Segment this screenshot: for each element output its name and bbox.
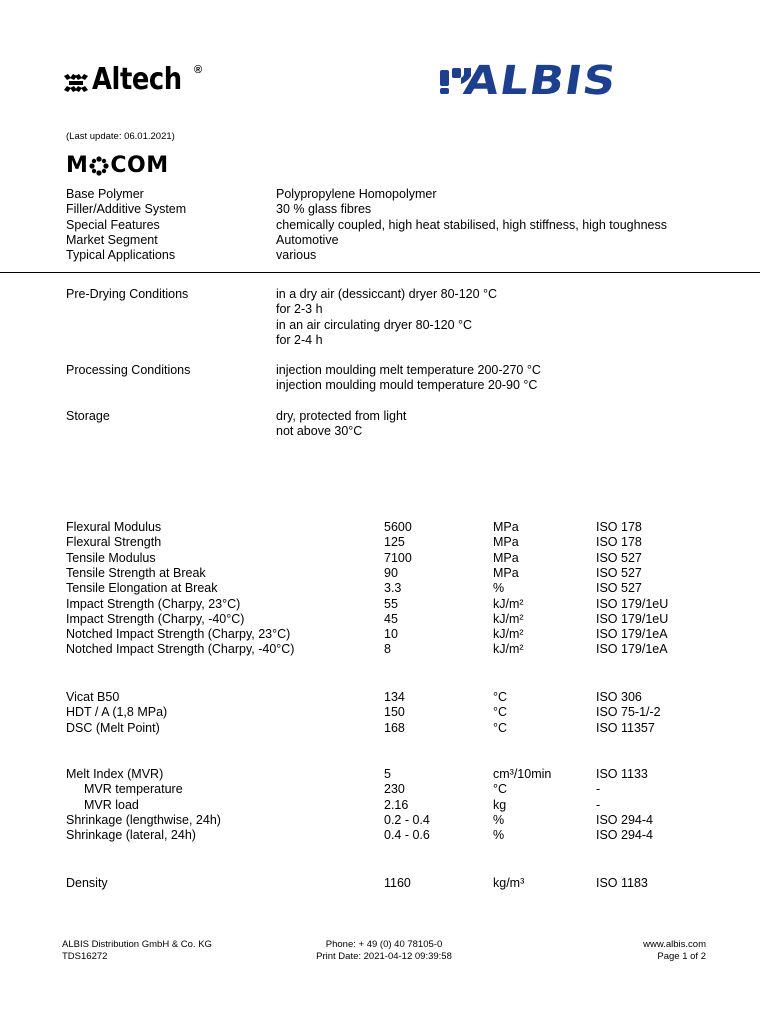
property-name: MVR temperature xyxy=(84,782,183,797)
property-value: 1160 xyxy=(384,876,411,890)
property-value: 5 xyxy=(384,767,391,781)
property-name: Impact Strength (Charpy, 23°C) xyxy=(66,596,241,611)
property-standard: ISO 11357 xyxy=(596,720,655,735)
property-name: Tensile Elongation at Break xyxy=(66,581,218,596)
property-unit: kJ/m² xyxy=(493,611,524,626)
property-unit: MPa xyxy=(493,550,519,565)
condition-value: for 2-4 h xyxy=(276,332,323,347)
property-row xyxy=(0,520,768,535)
property-standard: ISO 179/1eA xyxy=(596,642,668,657)
property-value: 125 xyxy=(384,535,405,550)
property-name: Vicat B50 xyxy=(66,690,120,704)
info-value: chemically coupled, high heat stabilised, high stiffness, high toughness xyxy=(276,217,667,232)
info-value: Polypropylene Homopolymer xyxy=(276,187,437,201)
condition-value: in an air circulating dryer 80-120 °C xyxy=(276,317,473,332)
footer-website[interactable]: www.albis.com xyxy=(643,939,706,950)
property-name: Flexural Strength xyxy=(66,535,162,550)
property-name: Notched Impact Strength (Charpy, -40°C) xyxy=(66,642,295,657)
property-row xyxy=(0,828,768,843)
footer-company: ALBIS Distribution GmbH & Co. KG xyxy=(62,939,212,950)
property-unit: kJ/m² xyxy=(493,596,524,611)
property-unit: °C xyxy=(493,690,508,704)
condition-label: Storage xyxy=(66,409,110,423)
property-unit: kJ/m² xyxy=(493,642,524,657)
property-unit: % xyxy=(493,812,505,827)
property-row xyxy=(0,551,768,566)
property-standard: ISO 294-4 xyxy=(596,812,653,827)
property-unit: MPa xyxy=(493,520,519,534)
property-row xyxy=(0,813,768,828)
property-row xyxy=(0,535,768,550)
footer-page: Page 1 of 2 xyxy=(657,951,706,962)
property-row xyxy=(0,782,768,797)
property-value: 10 xyxy=(384,627,398,642)
property-value: 134 xyxy=(384,690,405,704)
info-value: various xyxy=(276,248,317,263)
property-value: 2.16 xyxy=(384,797,409,812)
property-name: Impact Strength (Charpy, -40°C) xyxy=(66,611,245,626)
property-name: Tensile Strength at Break xyxy=(66,565,206,580)
property-unit: kg xyxy=(493,797,507,812)
property-row xyxy=(0,642,768,657)
property-standard: - xyxy=(596,782,601,797)
albis-wordmark: ALBIS xyxy=(460,58,620,104)
property-name: Notched Impact Strength (Charpy, 23°C) xyxy=(66,627,291,642)
property-value: 168 xyxy=(384,720,405,735)
property-standard: ISO 306 xyxy=(596,690,642,704)
condition-value: injection moulding melt temperature 200-270 °C xyxy=(276,363,541,377)
property-standard: ISO 527 xyxy=(596,565,642,580)
divider xyxy=(0,272,760,273)
property-row xyxy=(0,597,768,612)
property-row xyxy=(0,566,768,581)
info-row xyxy=(0,187,768,202)
info-label: Market Segment xyxy=(66,232,158,247)
condition-value: not above 30°C xyxy=(276,424,363,439)
property-unit: °C xyxy=(493,705,508,720)
property-standard: ISO 178 xyxy=(596,520,642,534)
info-value: Automotive xyxy=(276,232,339,247)
altech-mark-icon xyxy=(64,74,88,92)
property-standard: ISO 179/1eU xyxy=(596,611,669,626)
property-row xyxy=(0,767,768,782)
condition-value: dry, protected from light xyxy=(276,409,407,423)
info-label: Special Features xyxy=(66,217,160,232)
property-value: 5600 xyxy=(384,520,412,534)
info-row xyxy=(0,218,768,233)
last-update: (Last update: 06.01.2021) xyxy=(66,131,175,142)
property-unit: kJ/m² xyxy=(493,627,524,642)
property-standard: ISO 178 xyxy=(596,535,642,550)
property-unit: MPa xyxy=(493,565,519,580)
property-standard: - xyxy=(596,797,601,812)
info-row xyxy=(0,248,768,263)
info-row xyxy=(0,202,768,217)
condition-label: Processing Conditions xyxy=(66,363,191,377)
footer-print-date: Print Date: 2021-04-12 09:39:58 xyxy=(316,951,452,962)
property-value: 90 xyxy=(384,565,398,580)
property-standard: ISO 179/1eA xyxy=(596,627,668,642)
property-standard: ISO 75-1/-2 xyxy=(596,705,661,720)
property-name: Density xyxy=(66,876,108,890)
mocom-o-icon xyxy=(89,156,109,176)
property-unit: cm³/10min xyxy=(493,767,552,781)
property-name: MVR load xyxy=(84,797,139,812)
property-standard: ISO 179/1eU xyxy=(596,596,669,611)
registered-mark: ® xyxy=(194,64,203,76)
info-label: Filler/Additive System xyxy=(66,202,187,217)
footer-phone: Phone: + 49 (0) 40 78105-0 xyxy=(325,939,443,950)
property-value: 8 xyxy=(384,642,391,657)
property-row xyxy=(0,690,768,705)
property-unit: kg/m³ xyxy=(493,876,525,890)
property-unit: °C xyxy=(493,782,508,797)
property-standard: ISO 1133 xyxy=(596,767,648,781)
property-name: DSC (Melt Point) xyxy=(66,720,160,735)
mocom-wordmark: M COM xyxy=(66,153,169,178)
property-unit: % xyxy=(493,828,505,843)
property-name: Melt Index (MVR) xyxy=(66,767,164,781)
info-label: Typical Applications xyxy=(66,248,176,263)
property-value: 0.2 - 0.4 xyxy=(384,812,430,827)
property-row xyxy=(0,798,768,813)
property-row xyxy=(0,721,768,736)
condition-value: injection moulding mould temperature 20-90 °C xyxy=(276,378,538,393)
property-unit: °C xyxy=(493,720,508,735)
property-value: 150 xyxy=(384,705,405,720)
property-value: 45 xyxy=(384,611,398,626)
info-row xyxy=(0,233,768,248)
property-row xyxy=(0,612,768,627)
property-value: 7100 xyxy=(384,550,412,565)
property-value: 0.4 - 0.6 xyxy=(384,828,430,843)
condition-value: for 2-3 h xyxy=(276,302,323,317)
property-row xyxy=(0,581,768,596)
property-value: 3.3 xyxy=(384,581,402,596)
mocom-logo xyxy=(66,153,169,177)
footer-tds: TDS16272 xyxy=(62,951,108,962)
property-value: 55 xyxy=(384,596,398,611)
property-name: HDT / A (1,8 MPa) xyxy=(66,705,168,720)
property-name: Shrinkage (lateral, 24h) xyxy=(66,828,196,843)
property-unit: MPa xyxy=(493,535,519,550)
property-row xyxy=(0,627,768,642)
property-name: Shrinkage (lengthwise, 24h) xyxy=(66,812,221,827)
albis-logo xyxy=(438,58,708,104)
property-unit: % xyxy=(493,581,505,596)
property-name: Tensile Modulus xyxy=(66,550,156,565)
altech-wordmark: Altech xyxy=(92,62,182,97)
property-standard: ISO 527 xyxy=(596,581,642,596)
condition-value: in a dry air (dessiccant) dryer 80-120 °C xyxy=(276,287,498,301)
property-standard: ISO 527 xyxy=(596,550,642,565)
condition-label: Pre-Drying Conditions xyxy=(66,287,189,301)
info-value: 30 % glass fibres xyxy=(276,202,372,217)
property-row xyxy=(0,705,768,720)
property-standard: ISO 294-4 xyxy=(596,828,653,843)
property-standard: ISO 1183 xyxy=(596,876,648,890)
property-value: 230 xyxy=(384,782,405,797)
property-row xyxy=(0,876,768,891)
info-label: Base Polymer xyxy=(66,187,144,201)
property-name: Flexural Modulus xyxy=(66,520,162,534)
